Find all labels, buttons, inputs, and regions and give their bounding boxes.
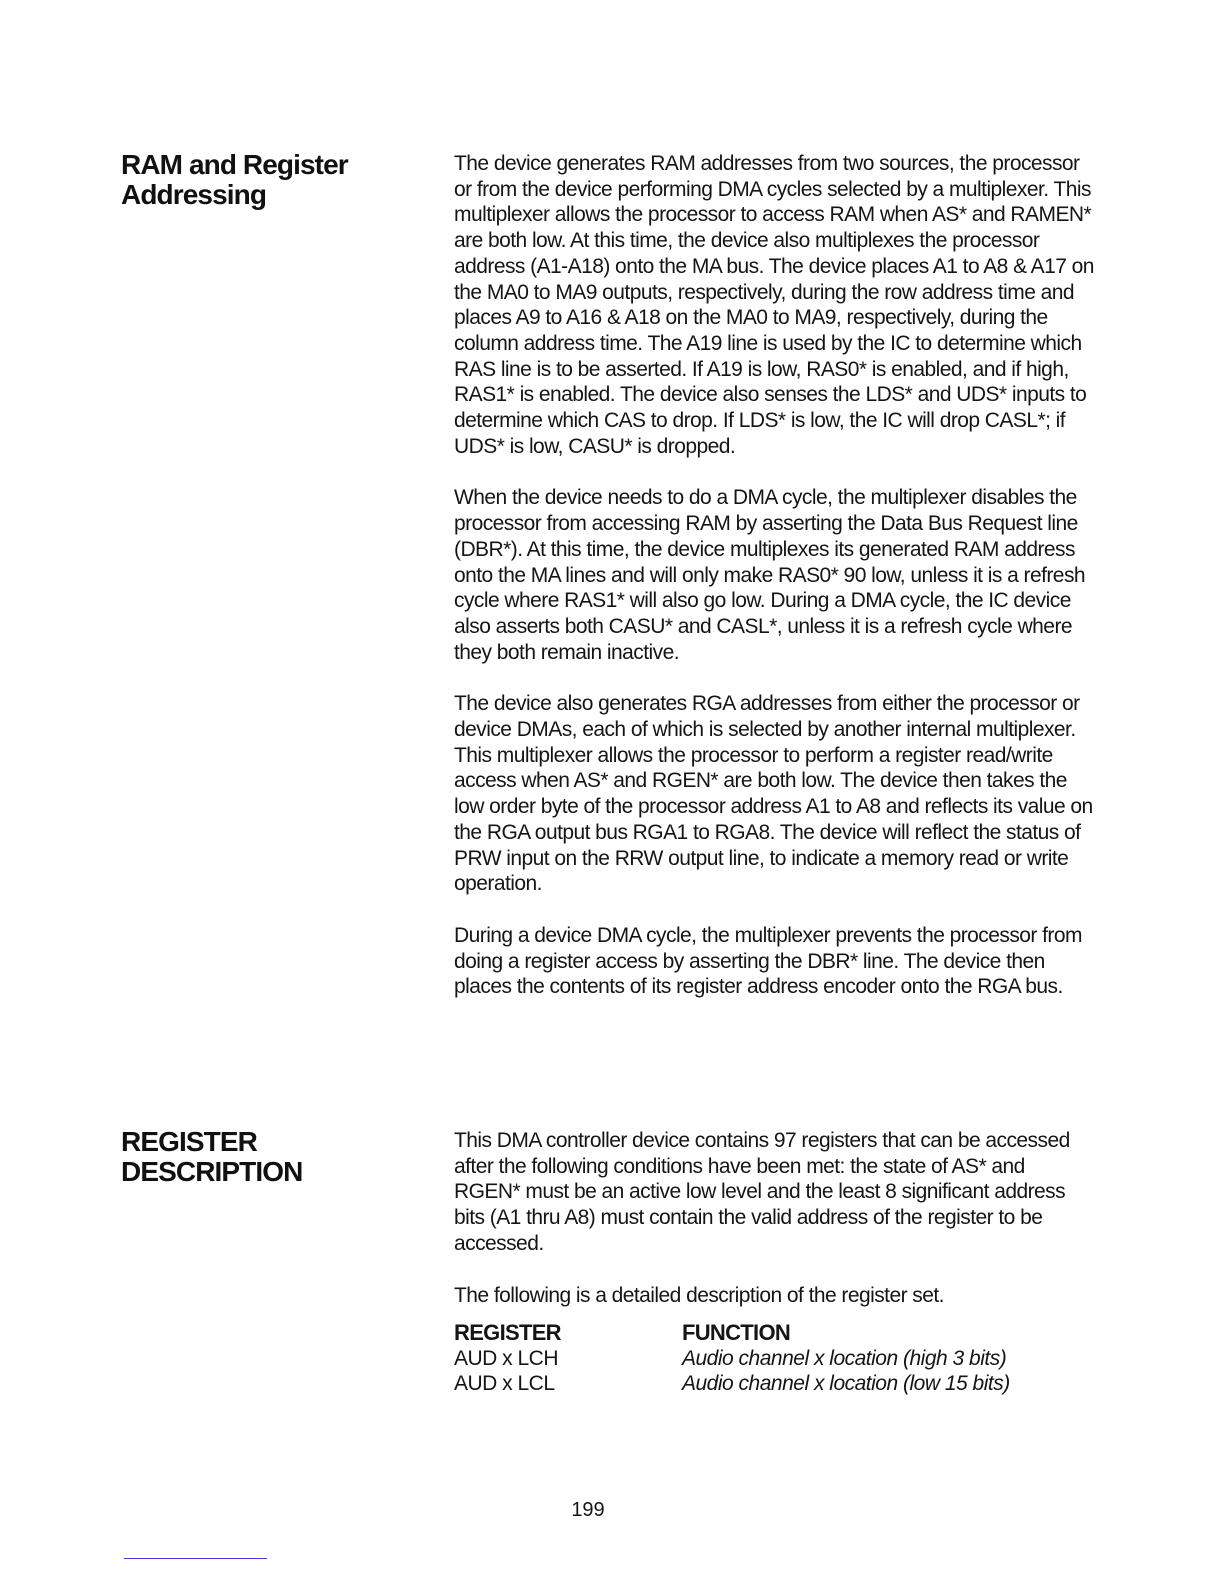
paragraph: The device generates RAM addresses from two sources, the processor or from the device performing DMA cycles selected by a multiplexer. This multiplexer allows the processor to access RAM when AS* and RAMEN* are both low. At this time, the device also multiplexes the processor address (A1-A18) onto the MA bus. The device places A1 to A8 & A17 on the MA0 to MA9 outputs, respectively, during the row address time and places A9 to A16 & A18 on the MA0 to MA9, respectively, during the column address time. The A19 line is used by the IC to determine which RAS line is to be asserted. If A19 is low, RAS0* is enabled, and if high, RAS1* is enabled. The device also senses the LDS* and UDS* inputs to determine which CAS to drop. If LDS* is low, the IC will drop CASL*; if UDS* is low, CASU* is dropped. <box>454 152 1094 458</box>
register-name: AUD x LCL <box>454 1372 555 1396</box>
paragraph: The following is a detailed description of the register set. <box>454 1283 944 1307</box>
section-body-register-description <box>454 1128 1094 1308</box>
section-body-ram-addressing <box>454 151 1094 1000</box>
section-heading-register-description <box>121 1127 421 1187</box>
section-heading-line-1: RAM and Register <box>121 149 348 180</box>
paragraph: This DMA controller device contains 97 registers that can be accessed after the following conditions have been met: the state of AS* and RGEN* must be an active low level and the least 8 significant address bits (A1 thru A8) must contain the valid address of the register to be accessed. <box>454 1129 1070 1255</box>
column-header-function: FUNCTION <box>682 1320 791 1345</box>
page-number: 199 <box>571 1499 605 1521</box>
section-heading-line-1: REGISTER <box>121 1126 257 1157</box>
table-row <box>454 1346 1094 1372</box>
table-row <box>454 1371 1094 1397</box>
register-function: Audio channel x location (low 15 bits) <box>682 1372 1010 1396</box>
section-heading-line-2: DESCRIPTION <box>121 1156 303 1187</box>
section-heading-ram-addressing <box>121 150 421 210</box>
paragraph: The device also generates RGA addresses from either the processor or device DMAs, each of which is selected by another internal multiplexer. This multiplexer allows the processor to perform a register read/write access when AS* and RGEN* are both low. The device then takes the low order byte of the processor address A1 to A8 and reflects its value on the RGA output bus RGA1 to RGA8. The device will reflect the status of PRW input on the RRW output line, to indicate a memory read or write operation. <box>454 692 1093 896</box>
register-table <box>454 1320 1094 1397</box>
register-name: AUD x LCH <box>454 1346 559 1370</box>
paragraph: During a device DMA cycle, the multiplexer prevents the processor from doing a register access by asserting the DBR* line. The device then places the contents of its register address encoder onto the RGA bus. <box>454 923 1082 999</box>
paragraph: When the device needs to do a DMA cycle, the multiplexer disables the processor from accessing RAM by asserting the Data Bus Request line (DBR*). At this time, the device multiplexes its generated RAM address onto the MA lines and will only make RAS0* 90 low, unless it is a refresh cycle where RAS1* will also go low. During a DMA cycle, the IC device also asserts both CASU* and CASL*, unless it is a refresh cycle where they both remain inactive. <box>454 486 1086 664</box>
column-header-register: REGISTER <box>454 1320 561 1345</box>
section-heading-line-2: Addressing <box>121 179 267 210</box>
register-function: Audio channel x location (high 3 bits) <box>682 1346 1007 1370</box>
footnote-divider <box>124 1558 267 1559</box>
table-header-row <box>454 1320 1094 1346</box>
